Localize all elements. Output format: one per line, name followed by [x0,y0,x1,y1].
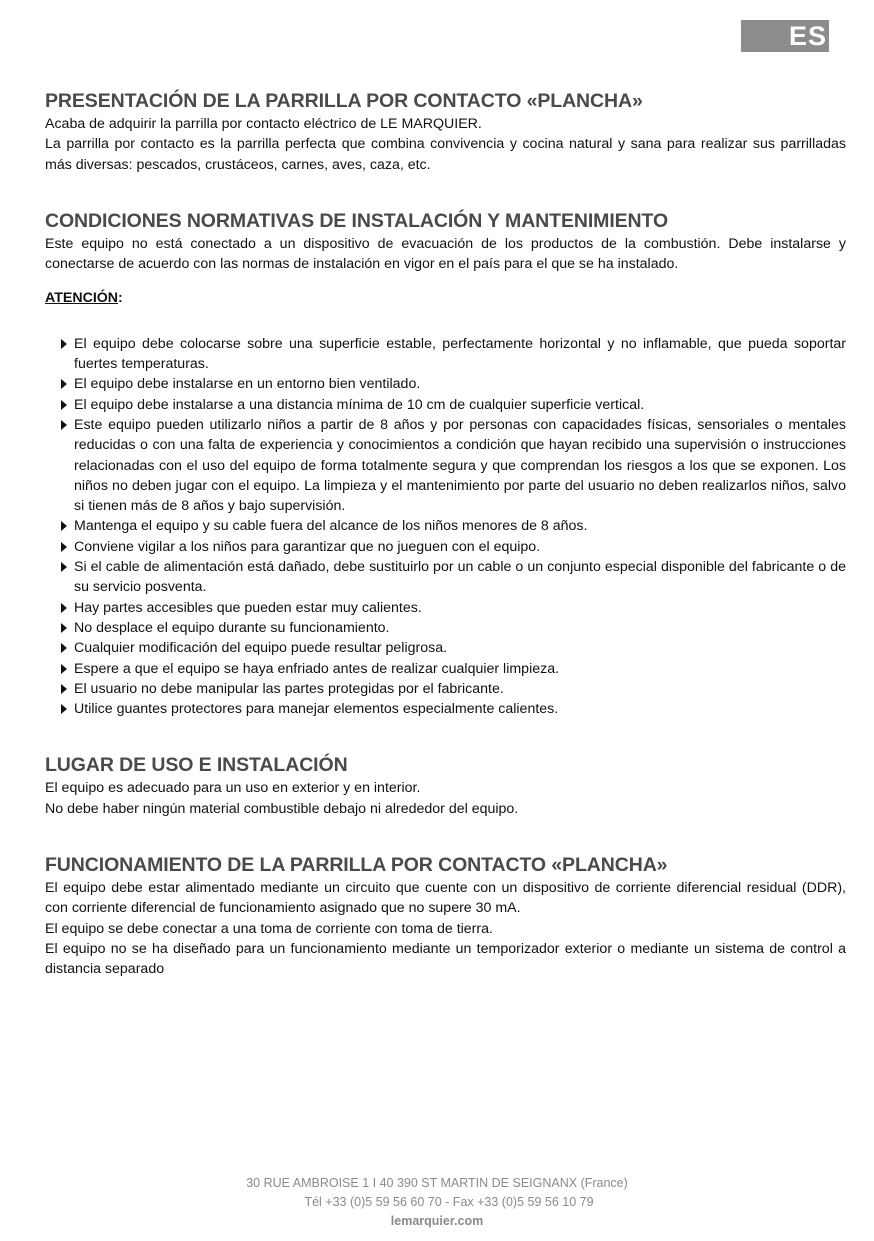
triangle-bullet-icon [61,339,67,349]
triangle-bullet-icon [61,603,67,613]
list-item: Si el cable de alimentación está dañado, debe sustituirlo por un cable o un conjunto especial disponible del fabricante o de su servicio posventa. [45,557,846,598]
list-item: Este equipo pueden utilizarlo niños a partir de 8 años y por personas con capacidades físicas, sensoriales o mentales reducidas o con una falta de experiencia y conocimientos a condición que hayan recibido una supervisión o instrucciones relacionadas con el uso del equipo de forma totalmente segura y que comprendan los riesgos a los que se exponen. Los niños no deben jugar con el equipo. La limpieza y el mantenimiento por parte del usuario no deben realizarlos niños, salvo si tienen más de 8 años y bajo supervisión. [45,415,846,516]
language-badge: ES [741,20,829,52]
triangle-bullet-icon [61,562,67,572]
list-item: Hay partes accesibles que pueden estar muy calientes. [45,598,846,618]
section-place-of-use [45,752,846,819]
triangle-bullet-icon [61,704,67,714]
paragraph: La parrilla por contacto es la parrilla perfecta que combina convivencia y cocina natural y sana para realizar sus parrilladas más diversas: pescados, crustáceos, carnes, aves, caza, etc. [45,136,846,173]
triangle-bullet-icon [61,542,67,552]
attention-label: ATENCIÓN: [45,290,123,307]
section-title: CONDICIONES NORMATIVAS DE INSTALACIÓN Y MANTENIMIENTO [45,209,669,232]
footer-website: lemarquier.com [390,1214,484,1228]
section-presentation [45,88,846,175]
list-item: El equipo debe instalarse en un entorno bien ventilado. [45,374,846,394]
triangle-bullet-icon [61,623,67,633]
list-item: Espere a que el equipo se haya enfriado antes de realizar cualquier limpieza. [45,659,846,679]
list-item: El equipo debe instalarse a una distancia mínima de 10 cm de cualquier superficie vertical. [45,395,846,415]
paragraph: El equipo es adecuado para un uso en exterior y en interior. [45,780,421,797]
footer-phone: Tél +33 (0)5 59 56 60 70 - Fax +33 (0)5 59 56 10 79 [304,1195,594,1209]
list-item: Conviene vigilar a los niños para garantizar que no jueguen con el equipo. [45,537,846,557]
paragraph: Este equipo no está conectado a un dispositivo de evacuación de los productos de la combustión. Debe instalarse y conectarse de acuerdo con las normas de instalación en vigor en el país para el que se ha instalado. [45,235,846,273]
paragraph: El equipo no se ha diseñado para un funcionamiento mediante un temporizador exterior o mediante un sistema de control a distancia separado [45,940,846,978]
section-title: LUGAR DE USO E INSTALACIÓN [45,754,348,777]
paragraph: El equipo debe estar alimentado mediante un circuito que cuente con un dispositivo de corriente diferencial residual (DDR), con corriente diferencial de funcionamiento asignado que no supere 30 mA. [45,880,846,917]
triangle-bullet-icon [61,684,67,694]
warning-list [45,334,846,720]
footer-address: 30 RUE AMBROISE 1 I 40 390 ST MARTIN DE SEIGNANX (France) [246,1176,628,1190]
list-item: Utilice guantes protectores para manejar elementos especialmente calientes. [45,699,846,719]
paragraph: El equipo se debe conectar a una toma de corriente con toma de tierra. [45,920,493,937]
page-footer [0,1174,874,1231]
paragraph: No debe haber ningún material combustible debajo ni alrededor del equipo. [45,800,519,817]
section-operation [45,852,846,979]
triangle-bullet-icon [61,420,67,430]
list-item: No desplace el equipo durante su funcionamiento. [45,618,846,638]
triangle-bullet-icon [61,400,67,410]
list-item: Cualquier modificación del equipo puede resultar peligrosa. [45,638,846,658]
triangle-bullet-icon [61,664,67,674]
list-item: El equipo debe colocarse sobre una superficie estable, perfectamente horizontal y no inflamable, que pueda soportar fuertes temperaturas. [45,334,846,375]
triangle-bullet-icon [61,379,67,389]
document-body [45,88,846,1013]
section-regulatory-conditions [45,208,846,720]
attention-text: ATENCIÓN [45,290,119,307]
triangle-bullet-icon [61,521,67,531]
paragraph: Acaba de adquirir la parrilla por contacto eléctrico de LE MARQUIER. [45,116,482,132]
section-title: PRESENTACIÓN DE LA PARRILLA POR CONTACTO «PLANCHA» [45,90,643,112]
section-title: FUNCIONAMIENTO DE LA PARRILLA POR CONTACTO «PLANCHA» [45,854,668,877]
triangle-bullet-icon [61,643,67,653]
list-item: El usuario no debe manipular las partes protegidas por el fabricante. [45,679,846,699]
list-item: Mantenga el equipo y su cable fuera del alcance de los niños menores de 8 años. [45,516,846,536]
